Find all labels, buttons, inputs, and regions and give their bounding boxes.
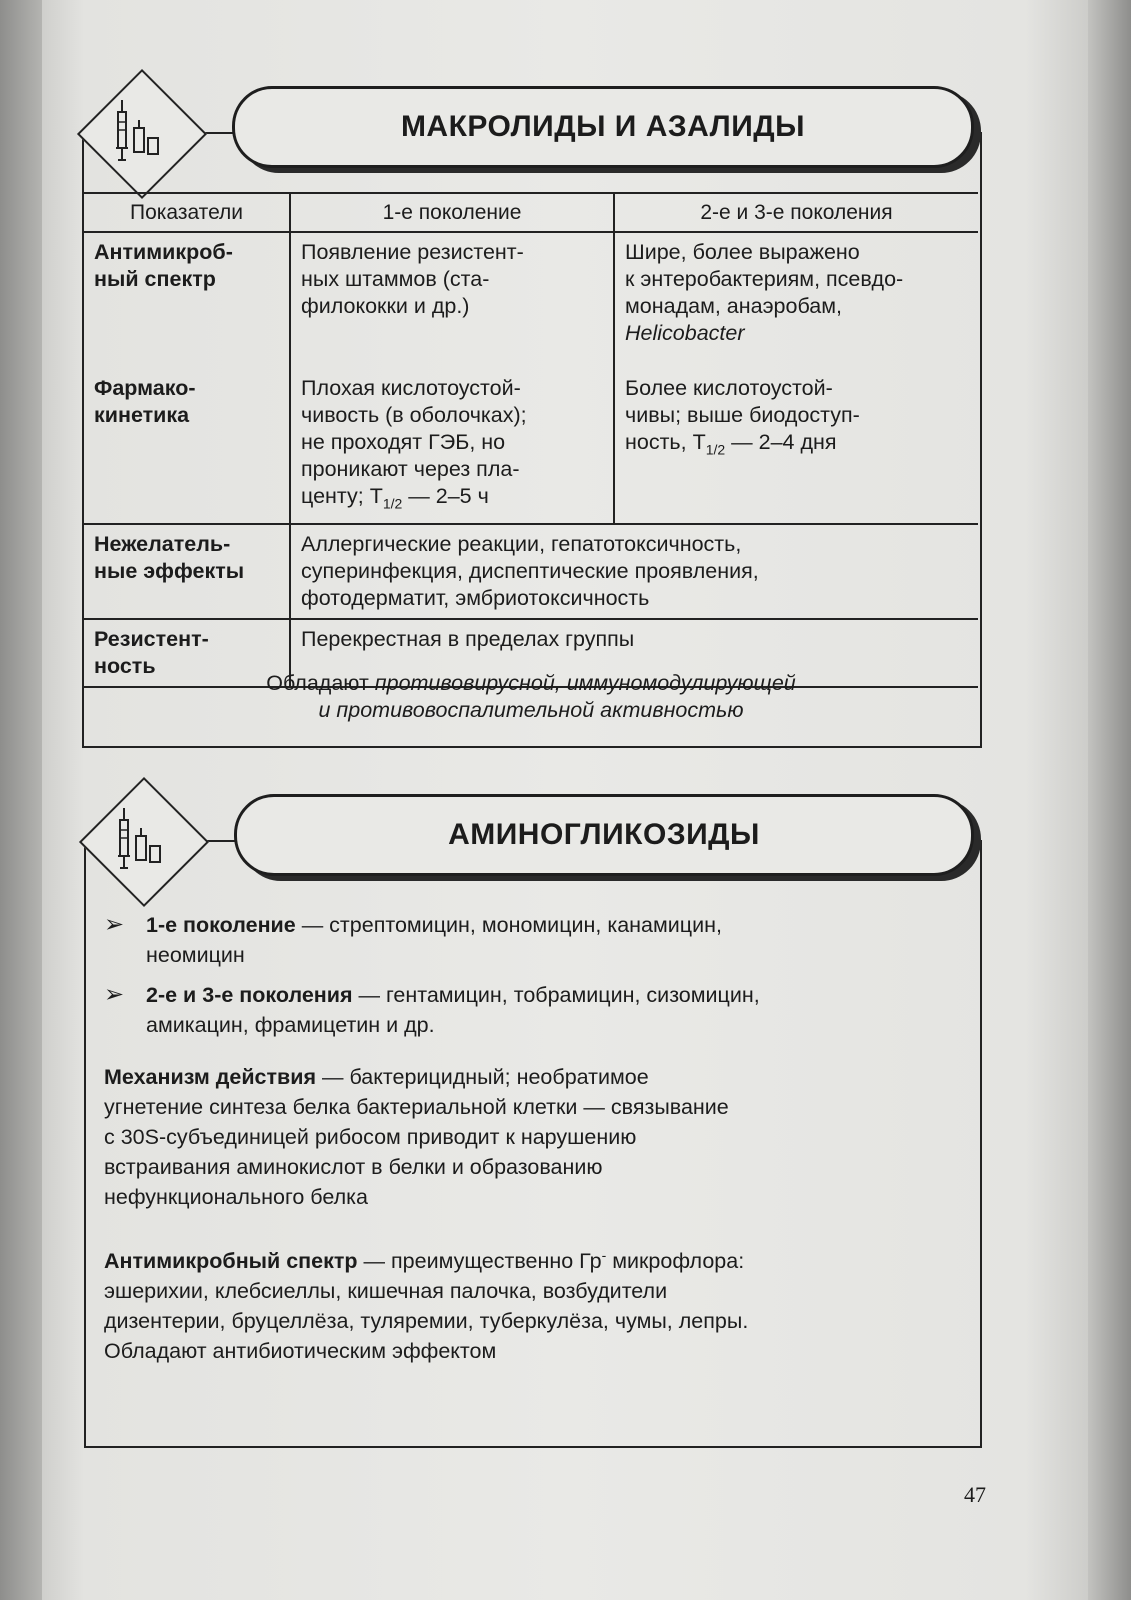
cell-pk-gen23: Более кислотоустой- чивы; выше биодоступ- ность, $T_{1/2}$ — 2–4 дня: [614, 353, 978, 524]
header-gen23: 2-е и 3-е поколения: [614, 193, 978, 232]
table-header-row: [84, 193, 978, 232]
cell-resistance: Перекрестная в пределах группы: [290, 619, 978, 687]
spectrum-paragraph: Антимикробный спектр — преимущественно Гр- микрофлора: эшерихии, клебсиеллы, кишечная палочка, возбудители дизентерии, бруцеллёза, туляремии, туберкулёза, чумы, лепры. Обладают антибиотическим эффектом: [104, 1247, 749, 1364]
table-row: [84, 524, 978, 619]
arrow-bullet-icon: ➢: [104, 981, 125, 1008]
aminoglycosides-content: [104, 910, 966, 1366]
page-shadow-left: [0, 0, 42, 1600]
page-number: 47: [964, 1482, 986, 1507]
macrolides-footer: Обладают противовирусной, иммуномодулирующей и противовоспалительной активностью: [266, 671, 796, 722]
list-item: ➢ 1-е поколение — стрептомицин, мономицин, канамицин, неомицин: [104, 910, 966, 970]
mechanism-paragraph: Механизм действия — бактерицидный; необратимое угнетение синтеза белка бактериальной клетки — связывание с 30S-субъединицей рибосом приводит к нарушению встраивания аминокислот в белки и образованию нефункционального белка: [104, 1065, 729, 1209]
syringe-icon: [116, 98, 164, 166]
macrolides-title: МАКРОЛИДЫ И АЗАЛИДЫ: [232, 86, 974, 168]
arrow-bullet-icon: ➢: [104, 911, 125, 938]
header-indicators: Показатели: [84, 193, 290, 232]
table-row: [84, 353, 978, 524]
row-label-side-effects: Нежелатель- ные эффекты: [84, 524, 290, 619]
macrolides-table: [84, 192, 978, 688]
macrolides-emblem: [78, 70, 202, 194]
aminoglycosides-emblem: [80, 778, 204, 902]
list-item: ➢ 2-е и 3-е поколения — гентамицин, тобрамицин, сизомицин, амикацин, фрамицетин и др.: [104, 980, 966, 1040]
header-gen1: 1-е поколение: [290, 193, 614, 232]
table-row: [84, 232, 978, 353]
cell-pk-gen1: Плохая кислотоустой- чивость (в оболочках); не проходят ГЭБ, но проникают через пла- центу; $T_{1/2}$ — 2–5 ч: [290, 353, 614, 524]
row-label-spectrum: Антимикроб- ный спектр: [84, 232, 290, 353]
cell-spectrum-gen1: Появление резистент- ных штаммов (ста- филококки и др.): [290, 232, 614, 353]
row-label-pharmacokinetics: Фармако- кинетика: [84, 353, 290, 524]
page-shadow-right: [1088, 0, 1131, 1600]
cell-spectrum-gen23: Шире, более выражено к энтеробактериям, псевдо- монадам, анаэробам, Helicobacter: [625, 240, 904, 345]
aminoglycosides-title: АМИНОГЛИКОЗИДЫ: [234, 794, 974, 876]
cell-side-effects: Аллергические реакции, гепатотоксичность, суперинфекция, диспептические проявления, фотодерматит, эмбриотоксичность: [290, 524, 978, 619]
row-label-resistance: Резистент- ность: [84, 619, 290, 687]
syringe-icon: [118, 806, 166, 874]
